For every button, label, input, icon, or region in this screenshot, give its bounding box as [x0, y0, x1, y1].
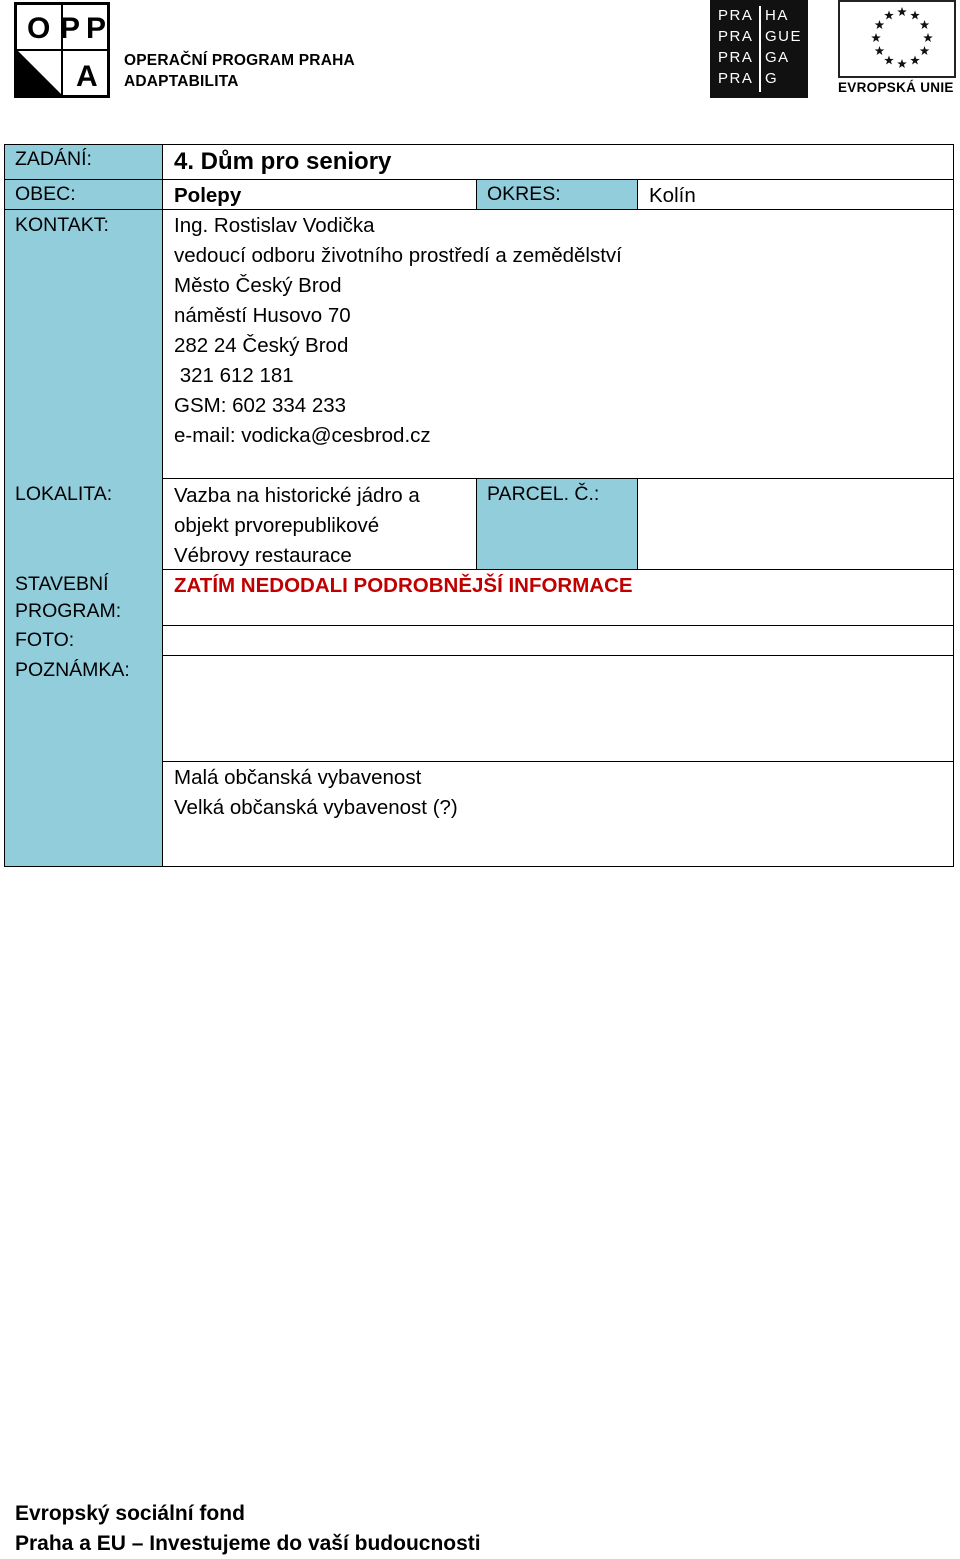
zadani-label: ZADÁNÍ:: [15, 148, 92, 170]
poznamka-line: Malá občanská vybavenost: [174, 766, 422, 789]
zadani-value: 4. Dům pro seniory: [174, 148, 392, 175]
foto-label: FOTO:: [15, 629, 75, 651]
opp-line-2: ADAPTABILITA: [124, 73, 239, 90]
praha-right-2: GUE: [765, 28, 803, 45]
parcel-label: PARCEL. Č.:: [487, 483, 600, 505]
kontakt-line: 321 612 181: [174, 364, 294, 387]
obec-label: OBEC:: [15, 183, 76, 205]
eu-label: EVROPSKÁ UNIE: [838, 80, 954, 95]
eu-stars-icon: [838, 0, 956, 78]
praha-right-4: G: [765, 70, 779, 87]
eu-star: [923, 33, 933, 42]
eu-star: [884, 10, 894, 19]
kontakt-line: náměstí Husovo 70: [174, 304, 351, 327]
opp-title: [124, 50, 355, 92]
eu-star: [920, 20, 930, 29]
stavebni-label-2: PROGRAM:: [15, 600, 122, 622]
poznamka-line: Velká občanská vybavenost (?): [174, 796, 458, 819]
praha-right-1: HA: [765, 7, 789, 24]
opp-logo: [14, 2, 110, 98]
poznamka-label: POZNÁMKA:: [15, 659, 130, 681]
opp-line-1: OPERAČNÍ PROGRAM PRAHA: [124, 52, 355, 69]
stavebni-value: ZATÍM NEDODALI PODROBNĚJŠÍ INFORMACE: [174, 574, 633, 597]
opp-letter-a: A: [76, 60, 98, 93]
footer-line-1: Evropský sociální fond: [15, 1502, 245, 1525]
obec-value: Polepy: [174, 184, 242, 207]
kontakt-line: vedoucí odboru životního prostředí a zemědělství: [174, 244, 622, 267]
opp-letter-p1: P: [60, 12, 81, 45]
eu-logo: [838, 0, 958, 98]
eu-star: [871, 33, 881, 42]
praha-left-3: PRA: [718, 49, 754, 66]
lokalita-line: Vazba na historické jádro a: [174, 484, 420, 507]
opp-letter-p2: P: [86, 12, 107, 45]
eu-star: [875, 20, 885, 29]
praha-left-1: PRA: [718, 7, 754, 24]
kontakt-label: KONTAKT:: [15, 214, 109, 236]
eu-star: [884, 56, 894, 65]
eu-star: [910, 56, 920, 65]
kontakt-email: e-mail: vodicka@cesbrod.cz: [174, 424, 431, 447]
praha-left-2: PRA: [718, 28, 754, 45]
kontakt-line: 282 24 Český Brod: [174, 334, 349, 357]
kontakt-line: Ing. Rostislav Vodička: [174, 214, 375, 237]
eu-star: [875, 46, 885, 55]
okres-value: Kolín: [649, 184, 696, 207]
praha-logo: [710, 0, 808, 98]
lokalita-line: objekt prvorepublikové: [174, 514, 380, 537]
eu-star: [897, 59, 907, 68]
stavebni-label-1: STAVEBNÍ: [15, 573, 109, 595]
kontakt-line: Město Český Brod: [174, 274, 342, 297]
praha-right-3: GA: [765, 49, 790, 66]
eu-star: [897, 7, 907, 16]
eu-star: [920, 46, 930, 55]
lokalita-label: LOKALITA:: [15, 483, 113, 505]
opp-letter-o: O: [27, 12, 51, 45]
okres-label: OKRES:: [487, 183, 561, 205]
eu-star: [910, 10, 920, 19]
footer-line-2: Praha a EU – Investujeme do vaší budoucnosti: [15, 1532, 481, 1555]
praha-left-4: PRA: [718, 70, 754, 87]
lokalita-line: Vébrovy restaurace: [174, 544, 352, 567]
kontakt-line: GSM: 602 334 233: [174, 394, 347, 417]
